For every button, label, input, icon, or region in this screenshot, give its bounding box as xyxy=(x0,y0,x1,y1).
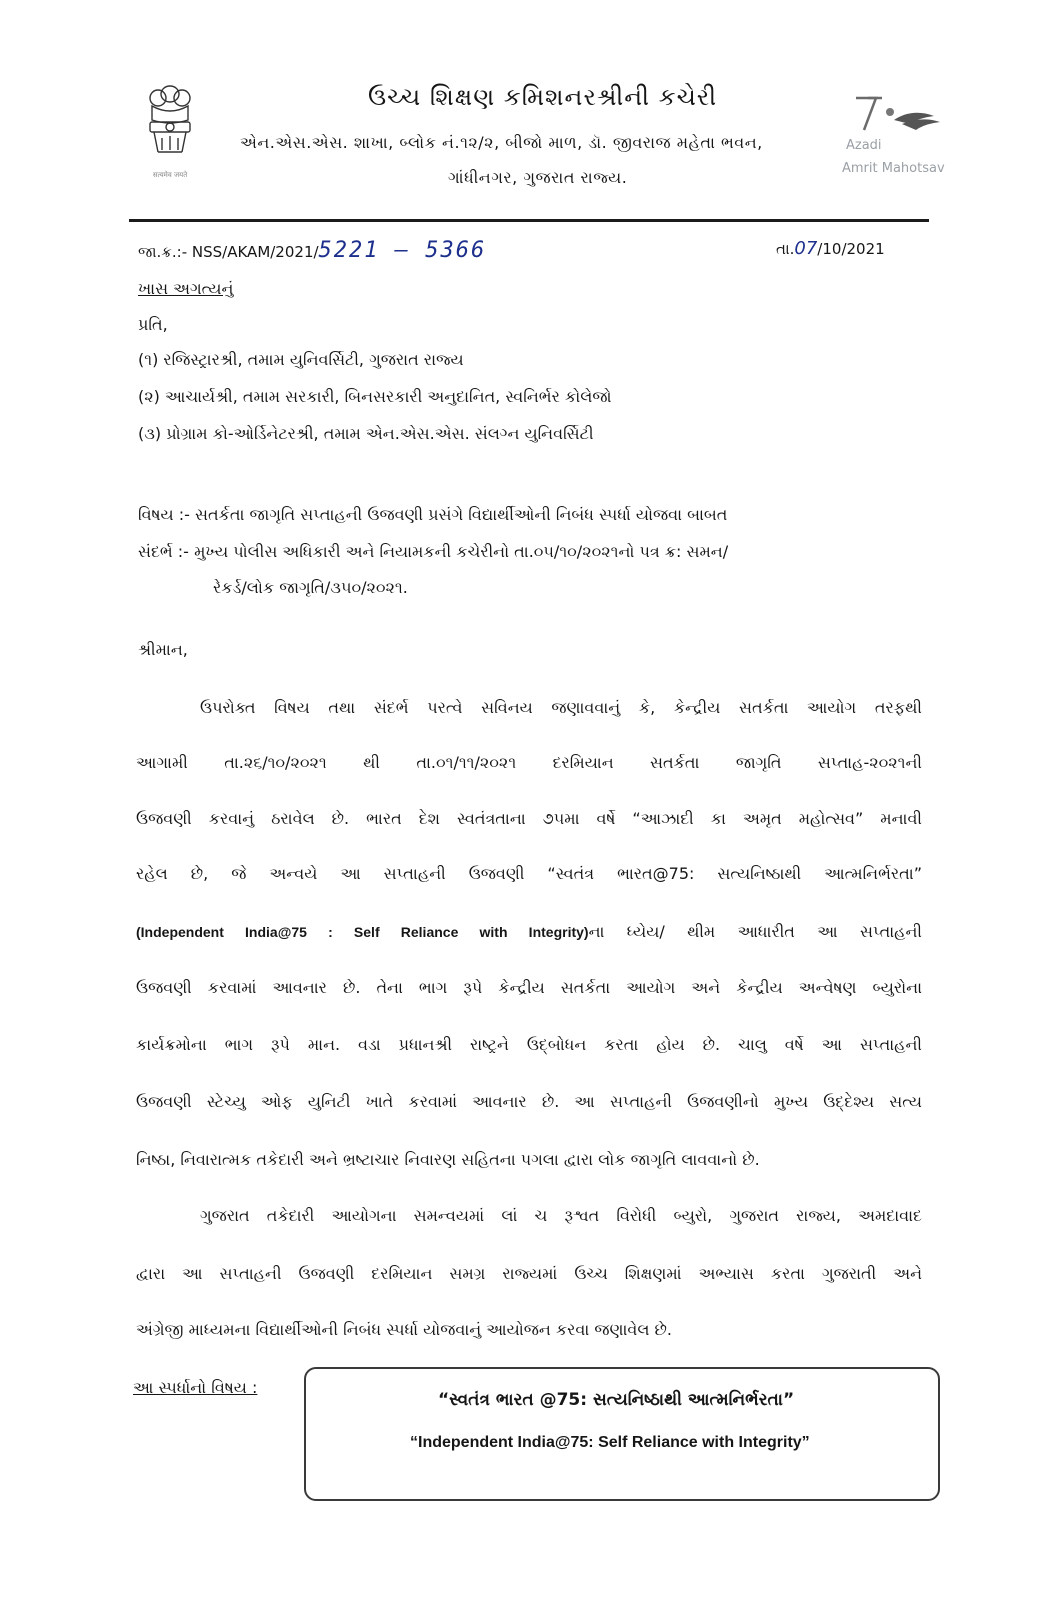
topic-english: “Independent India@75: Self Reliance with Integrity” xyxy=(410,1434,810,1451)
reference-note-line2: રેકર્ડ/લોક જાગૃતિ/૩૫૦/૨૦૨૧. xyxy=(213,578,408,597)
urgency-label: ખાસ અગત્યનું xyxy=(138,279,234,298)
subject-text: સતર્કતા જાગૃતિ સપ્તાહની ઉજવણી પ્રસંગે વિદ્યાર્થીઓની નિબંધ સ્પર્ધા યોજવા બાબત xyxy=(194,505,728,524)
recipient-item: (૨) આચાર્યશ્રી, તમામ સરકારી, બિનસરકારી અનુદાનિત, સ્વનિર્ભર કોલેજો xyxy=(138,387,612,406)
logo-text-azadi: Azadi xyxy=(846,138,882,153)
office-address-line2: ગાંધીનગર, ગુજરાત રાજ્ય. xyxy=(448,168,628,187)
subject-line xyxy=(138,505,727,525)
reference-note-label: સંદર્ભ :- xyxy=(138,542,189,561)
body-line: નિષ્ઠા, નિવારાત્મક તકેદારી અને ભ્રષ્ટાચાર નિવારણ સહિતના પગલા દ્વારા લોક જાગૃતિ લાવવાનો છે. xyxy=(136,1150,760,1169)
reference-note-text: મુખ્ય પોલીસ અધિકારી અને નિયામકની કચેરીનો તા.૦૫/૧૦/૨૦૨૧નો પત્ર ક્ર: સમન/ xyxy=(194,542,729,561)
body-line-suffix: ના ધ્યેય/ થીમ આધારીત આ સપ્તાહની xyxy=(588,922,923,941)
subject-label: વિષય :- xyxy=(138,505,190,524)
handwritten-date-day: 07 xyxy=(794,238,818,259)
national-emblem-icon xyxy=(138,80,202,180)
english-theme-inline: (Independent India@75 : Self Reliance with Integrity) xyxy=(136,924,589,940)
reference-note-line1 xyxy=(138,542,728,562)
reference-prefix: જા.ક્ર.:- NSS/AKAM/2021/ xyxy=(138,243,319,261)
office-title: ઉચ્ચ શિક્ષણ કમિશનરશ્રીની કચેરી xyxy=(368,83,718,111)
logo-text-amrit-mahotsav: Amrit Mahotsav xyxy=(842,161,945,176)
topic-gujarati: “સ્વતંત્ર ભારત @75: સત્યનિષ્ઠાથી આત્મનિર્ભરતા” xyxy=(438,1390,795,1410)
topic-label: આ સ્પર્ધાનો વિષય : xyxy=(133,1378,258,1397)
salutation: શ્રીમાન, xyxy=(138,640,188,659)
recipient-item: (૩) પ્રોગ્રામ કો-ઓર્ડિનેટરશ્રી, તમામ એન.એસ.એસ. સંલગ્ન યુનિવર્સિટી xyxy=(138,424,594,443)
date-prefix: તા. xyxy=(776,240,795,258)
recipient-item: (૧) રજિસ્ટ્રારશ્રી, તમામ યુનિવર્સિટી, ગુજરાત રાજ્ય xyxy=(138,350,464,369)
body-line: કાર્યક્રમોના ભાગ રૂપે માન. વડા પ્રધાનશ્રી રાષ્ટ્રને ઉદ્‌બોધન કરતા હોય છે. ચાલુ વર્ષે આ સપ્તાહની xyxy=(136,1035,922,1054)
reference-number xyxy=(138,238,486,263)
body-line-english xyxy=(136,922,922,942)
body-line: ઉજવણી કરવાનું ઠરાવેલ છે. ભારત દેશ સ્વતંત્રતાના ૭૫મા વર્ષે “આઝાદી કા અમૃત મહોત્સવ” મનાવી xyxy=(136,809,922,828)
body-line: રહેલ છે, જે અન્વયે આ સપ્તાહની ઉજવણી “સ્વતંત્ર ભારત@75: સત્યનિષ્ઠાથી આત્મનિર્ભરતા” xyxy=(136,864,922,883)
body-line: આગામી તા.૨૬/૧૦/૨૦૨૧ થી તા.૦૧/૧૧/૨૦૨૧ દરમિયાન સતર્કતા જાગૃતિ સપ્તાહ-૨૦૨૧ની xyxy=(136,753,922,772)
header-divider xyxy=(129,219,929,222)
body-line: ગુજરાત તકેદારી આયોગના સમન્વયમાં લાં ચ રૂશ્વત વિરોધી બ્યુરો, ગુજરાત રાજ્ય, અમદાવાદ xyxy=(200,1206,922,1225)
body-line: અંગ્રેજી માધ્યમના વિદ્યાર્થીઓની નિબંધ સ્પર્ધા યોજવાનું આયોજન કરવા જણાવેલ છે. xyxy=(136,1320,672,1339)
letter-date xyxy=(776,238,885,259)
emblem-caption: सत्यमेव जयते xyxy=(152,171,188,179)
date-rest: /10/2021 xyxy=(817,240,885,258)
body-line: ઉપરોક્ત વિષય તથા સંદર્ભ પરત્વે સવિનય જણાવવાનું કે, કેન્દ્રીય સતર્કતા આયોગ તરફથી xyxy=(200,698,922,717)
office-address-line1: એન.એસ.એસ. શાખા, બ્લોક નં.૧૨/૨, બીજો માળ, ડૉ. જીવરાજ મહેતા ભવન, xyxy=(240,133,763,152)
handwritten-reference-number: 5221 – 5366 xyxy=(318,238,487,263)
to-label: પ્રતિ, xyxy=(138,315,168,334)
body-line: ઉજવણી સ્ટેચ્યુ ઓફ યુનિટી ખાતે કરવામાં આવનાર છે. આ સપ્તાહની ઉજવણીનો મુખ્ય ઉદ્દેશ્ય સત્ય xyxy=(136,1092,922,1111)
body-line: ઉજવણી કરવામાં આવનાર છે. તેના ભાગ રૂપે કેન્દ્રીય સતર્કતા આયોગ અને કેન્દ્રીય અન્વેષણ બ્યુરોના xyxy=(136,978,922,997)
body-line: દ્વારા આ સપ્તાહની ઉજવણી દરમિયાન સમગ્ર રાજ્યમાં ઉચ્ચ શિક્ષણમાં અભ્યાસ કરતા ગુજરાતી અને xyxy=(136,1264,922,1283)
